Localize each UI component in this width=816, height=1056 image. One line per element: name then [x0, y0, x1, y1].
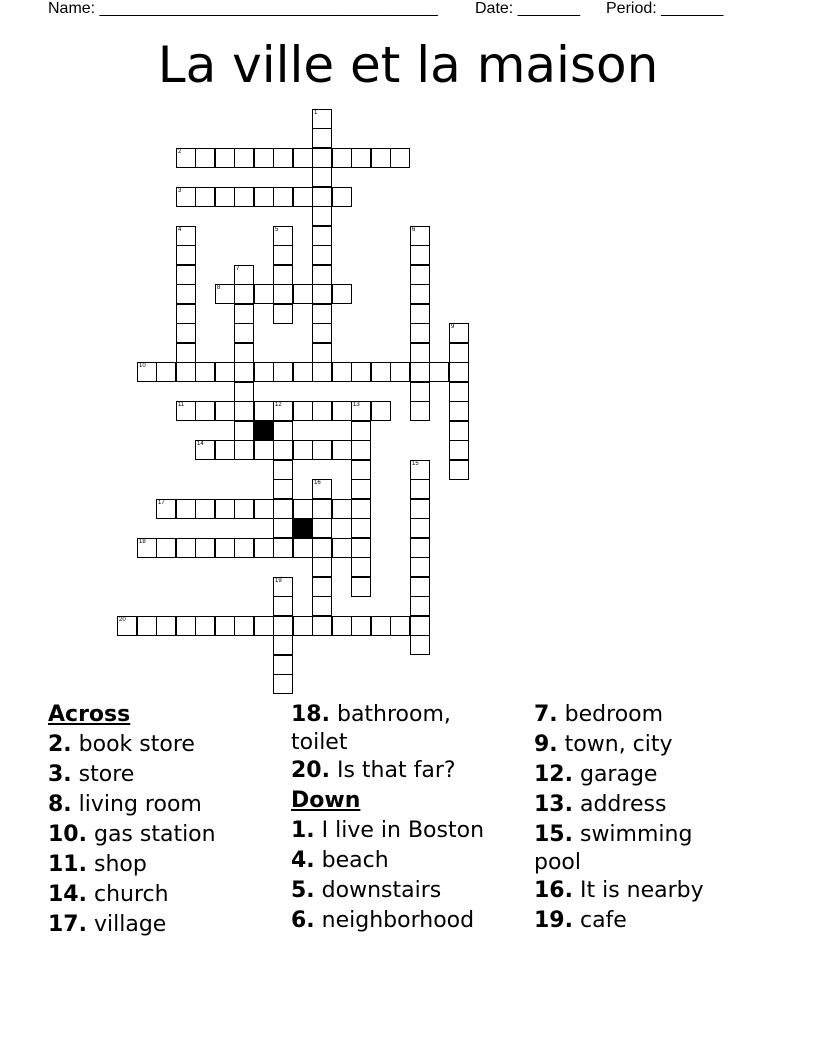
crossword-cell[interactable]: [273, 245, 293, 265]
clue-number: 20.: [291, 758, 330, 783]
clue-number: 19.: [534, 908, 573, 933]
crossword-cell[interactable]: [254, 499, 274, 519]
crossword-cell[interactable]: [215, 284, 235, 304]
middle-clues-column: [291, 700, 484, 936]
crossword-cell[interactable]: [234, 421, 254, 441]
crossword-cell[interactable]: [410, 460, 430, 480]
crossword-cell[interactable]: [195, 616, 215, 636]
clue-number: 6.: [291, 908, 315, 933]
across-heading: Across: [48, 702, 131, 727]
crossword-cell[interactable]: [312, 479, 332, 499]
clue-number: 10.: [48, 822, 87, 847]
crossword-cell[interactable]: [351, 557, 371, 577]
crossword-cell[interactable]: [371, 616, 391, 636]
crossword-cell[interactable]: [215, 538, 235, 558]
crossword-cell[interactable]: [273, 401, 293, 421]
crossword-cell[interactable]: [332, 362, 352, 382]
crossword-cell[interactable]: [176, 616, 196, 636]
clue-text: It is nearby: [572, 878, 704, 903]
crossword-cell[interactable]: [312, 128, 332, 148]
crossword-cell[interactable]: [215, 440, 235, 460]
crossword-cell[interactable]: [449, 343, 469, 363]
clue-item: [291, 846, 484, 876]
crossword-cell[interactable]: [254, 440, 274, 460]
crossword-cell[interactable]: [176, 401, 196, 421]
crossword-cell[interactable]: [273, 304, 293, 324]
cell-number: 5: [275, 227, 279, 233]
clue-item: [48, 880, 216, 910]
crossword-cell[interactable]: [410, 557, 430, 577]
clue-number: 15.: [534, 822, 573, 847]
clue-text: address: [572, 792, 667, 817]
cell-number: 8: [217, 285, 221, 291]
clue-number: 1.: [291, 818, 315, 843]
crossword-cell[interactable]: [234, 499, 254, 519]
crossword-cell[interactable]: [312, 557, 332, 577]
crossword-cell[interactable]: [195, 148, 215, 168]
clue-number: 16.: [534, 878, 573, 903]
crossword-cell[interactable]: [410, 304, 430, 324]
cell-number: 4: [178, 227, 182, 233]
clue-text: shop: [86, 852, 147, 877]
clue-text-continued: pool: [534, 850, 581, 875]
crossword-cell[interactable]: [312, 616, 332, 636]
crossword-cell[interactable]: [410, 479, 430, 499]
crossword-cell[interactable]: [449, 440, 469, 460]
clue-number: 8.: [48, 792, 72, 817]
crossword-cell[interactable]: [215, 499, 235, 519]
crossword-cell[interactable]: [351, 577, 371, 597]
crossword-cell[interactable]: [449, 460, 469, 480]
clue-item: [48, 910, 216, 940]
down-clue-list: [291, 816, 484, 936]
cell-number: 11: [178, 402, 185, 408]
crossword-cell[interactable]: [449, 401, 469, 421]
crossword-cell[interactable]: [410, 362, 430, 382]
crossword-cell[interactable]: [117, 616, 137, 636]
crossword-cell[interactable]: [410, 499, 430, 519]
clue-number: 13.: [534, 792, 573, 817]
clue-18-across: [291, 700, 484, 756]
crossword-cell[interactable]: [273, 479, 293, 499]
clue-text: beach: [314, 848, 389, 873]
crossword-cell[interactable]: [312, 499, 332, 519]
crossword-cell[interactable]: [351, 479, 371, 499]
crossword-cell[interactable]: [293, 362, 313, 382]
clue-text: town, city: [557, 732, 673, 757]
crossword-cell[interactable]: [234, 538, 254, 558]
crossword-cell[interactable]: [449, 382, 469, 402]
crossword-cell[interactable]: [351, 421, 371, 441]
clue-number: 12.: [534, 762, 573, 787]
clue-text: bathroom,: [329, 702, 451, 727]
crossword-cell[interactable]: [312, 323, 332, 343]
clue-text: store: [71, 762, 135, 787]
crossword-cell[interactable]: [410, 343, 430, 363]
across-clues-column: [48, 700, 216, 940]
cell-number: 9: [451, 324, 455, 330]
crossword-cell[interactable]: [273, 284, 293, 304]
crossword-cell[interactable]: [273, 499, 293, 519]
crossword-cell[interactable]: [332, 538, 352, 558]
crossword-cell[interactable]: [390, 148, 410, 168]
crossword-cell[interactable]: [234, 284, 254, 304]
crossword-cell[interactable]: [410, 518, 430, 538]
crossword-cell[interactable]: [390, 362, 410, 382]
crossword-cell[interactable]: [449, 323, 469, 343]
crossword-cell[interactable]: [137, 538, 157, 558]
crossword-cell[interactable]: [273, 440, 293, 460]
crossword-cell[interactable]: [351, 440, 371, 460]
crossword-cell[interactable]: [332, 499, 352, 519]
crossword-cell[interactable]: [410, 401, 430, 421]
crossword-cell[interactable]: [176, 187, 196, 207]
crossword-cell[interactable]: [195, 538, 215, 558]
crossword-cell[interactable]: [293, 187, 313, 207]
crossword-cell[interactable]: [351, 401, 371, 421]
crossword-cell[interactable]: [176, 499, 196, 519]
clue-item: [48, 820, 216, 850]
crossword-cell[interactable]: [254, 187, 274, 207]
crossword-cell[interactable]: [410, 596, 430, 616]
crossword-cell[interactable]: [410, 635, 430, 655]
crossword-cell[interactable]: [137, 362, 157, 382]
clue-number: 11.: [48, 852, 87, 877]
clue-item: [48, 850, 216, 880]
crossword-cell[interactable]: [234, 323, 254, 343]
period-field-label: Period: _______: [606, 0, 724, 17]
cell-number: 10: [139, 363, 146, 369]
right-clues-column: [534, 700, 704, 936]
crossword-cell[interactable]: [234, 382, 254, 402]
crossword-cell[interactable]: [273, 596, 293, 616]
clue-number: 14.: [48, 882, 87, 907]
crossword-cell[interactable]: [312, 206, 332, 226]
clue-20-across: [291, 756, 484, 786]
cell-number: 13: [353, 402, 360, 408]
crossword-cell[interactable]: [371, 401, 391, 421]
clue-item: [291, 876, 484, 906]
crossword-cell[interactable]: [332, 148, 352, 168]
clue-item: [48, 790, 216, 820]
crossword-cell[interactable]: [273, 226, 293, 246]
crossword-cell[interactable]: [254, 362, 274, 382]
crossword-cell[interactable]: [195, 362, 215, 382]
crossword-cell[interactable]: [312, 304, 332, 324]
crossword-cell[interactable]: [410, 245, 430, 265]
crossword-cell[interactable]: [176, 343, 196, 363]
crossword-cell[interactable]: [351, 148, 371, 168]
crossword-cell[interactable]: [312, 284, 332, 304]
black-square: [254, 421, 274, 441]
clue-text: downstairs: [314, 878, 442, 903]
crossword-cell[interactable]: [410, 382, 430, 402]
crossword-cell[interactable]: [351, 499, 371, 519]
crossword-cell[interactable]: [234, 265, 254, 285]
clue-text: swimming: [572, 822, 693, 847]
crossword-cell[interactable]: [234, 187, 254, 207]
crossword-cell[interactable]: [176, 265, 196, 285]
crossword-cell[interactable]: [215, 148, 235, 168]
crossword-cell[interactable]: [351, 518, 371, 538]
clue-text: village: [86, 912, 167, 937]
crossword-cell[interactable]: [273, 518, 293, 538]
crossword-cell[interactable]: [351, 538, 371, 558]
crossword-cell[interactable]: [449, 362, 469, 382]
crossword-cell[interactable]: [293, 538, 313, 558]
clue-item: [534, 876, 704, 906]
crossword-cell[interactable]: [195, 401, 215, 421]
crossword-cell[interactable]: [215, 362, 235, 382]
crossword-cell[interactable]: [312, 401, 332, 421]
cell-number: 18: [139, 539, 146, 545]
crossword-cell[interactable]: [332, 284, 352, 304]
crossword-cell[interactable]: [176, 538, 196, 558]
crossword-cell[interactable]: [273, 538, 293, 558]
cell-number: 17: [158, 500, 165, 506]
crossword-cell[interactable]: [234, 401, 254, 421]
crossword-cell[interactable]: [273, 148, 293, 168]
crossword-cell[interactable]: [176, 284, 196, 304]
crossword-cell[interactable]: [293, 440, 313, 460]
crossword-cell[interactable]: [371, 362, 391, 382]
clue-number: 9.: [534, 732, 558, 757]
name-field-label: Name: ______________________________________: [48, 0, 438, 17]
clue-text: I live in Boston: [314, 818, 485, 843]
crossword-cell[interactable]: [351, 460, 371, 480]
clue-number: 18.: [291, 702, 330, 727]
cell-number: 7: [236, 266, 240, 272]
crossword-cell[interactable]: [273, 265, 293, 285]
down-clue-list-end: [534, 876, 704, 936]
crossword-cell[interactable]: [449, 421, 469, 441]
clue-number: 17.: [48, 912, 87, 937]
crossword-cell[interactable]: [312, 148, 332, 168]
clue-text: bedroom: [557, 702, 664, 727]
crossword-cell[interactable]: [312, 362, 332, 382]
crossword-cell[interactable]: [234, 343, 254, 363]
clue-text-continued: toilet: [291, 730, 348, 755]
crossword-cell[interactable]: [195, 440, 215, 460]
clue-item: [48, 760, 216, 790]
crossword-cell[interactable]: [273, 577, 293, 597]
crossword-cell[interactable]: [410, 284, 430, 304]
clue-text: Is that far?: [329, 758, 456, 783]
clue-number: 4.: [291, 848, 315, 873]
crossword-cell[interactable]: [332, 616, 352, 636]
clue-number: 5.: [291, 878, 315, 903]
crossword-cell[interactable]: [410, 538, 430, 558]
crossword-cell[interactable]: [156, 616, 176, 636]
crossword-cell[interactable]: [156, 499, 176, 519]
crossword-cell[interactable]: [254, 284, 274, 304]
crossword-cell[interactable]: [312, 596, 332, 616]
crossword-cell[interactable]: [273, 362, 293, 382]
crossword-cell[interactable]: [312, 226, 332, 246]
crossword-cell[interactable]: [312, 577, 332, 597]
clue-item: [534, 700, 704, 730]
cell-number: 12: [275, 402, 282, 408]
clue-number: 2.: [48, 732, 72, 757]
crossword-cell[interactable]: [273, 635, 293, 655]
crossword-cell[interactable]: [215, 187, 235, 207]
crossword-cell[interactable]: [273, 655, 293, 675]
crossword-cell[interactable]: [234, 362, 254, 382]
crossword-cell[interactable]: [410, 577, 430, 597]
clue-item: [534, 730, 704, 760]
crossword-cell[interactable]: [410, 616, 430, 636]
crossword-cell[interactable]: [293, 499, 313, 519]
clue-text: neighborhood: [314, 908, 475, 933]
down-clue-list-continued: [534, 700, 704, 820]
crossword-cell[interactable]: [332, 401, 352, 421]
crossword-cell[interactable]: [195, 187, 215, 207]
crossword-cell[interactable]: [176, 323, 196, 343]
clue-item: [534, 760, 704, 790]
crossword-cell[interactable]: [176, 304, 196, 324]
clue-15-down: [534, 820, 704, 876]
clue-item: [291, 816, 484, 846]
crossword-cell[interactable]: [254, 148, 274, 168]
crossword-cell[interactable]: [215, 616, 235, 636]
cell-number: 20: [119, 617, 126, 623]
crossword-cell[interactable]: [293, 148, 313, 168]
cell-number: 15: [412, 461, 419, 467]
clue-text: garage: [572, 762, 658, 787]
crossword-cell[interactable]: [312, 440, 332, 460]
crossword-cell[interactable]: [410, 226, 430, 246]
crossword-cell[interactable]: [137, 616, 157, 636]
clue-text: gas station: [86, 822, 216, 847]
clue-item: [534, 906, 704, 936]
clue-item: [534, 790, 704, 820]
page-title: La ville et la maison: [157, 36, 659, 94]
crossword-cell[interactable]: [429, 362, 449, 382]
crossword-cell[interactable]: [312, 167, 332, 187]
crossword-cell[interactable]: [273, 616, 293, 636]
crossword-cell[interactable]: [390, 616, 410, 636]
crossword-cell[interactable]: [293, 616, 313, 636]
crossword-cell[interactable]: [312, 538, 332, 558]
clue-item: [48, 730, 216, 760]
crossword-cell[interactable]: [293, 284, 313, 304]
crossword-cell[interactable]: [312, 265, 332, 285]
crossword-cell[interactable]: [176, 148, 196, 168]
clue-text: living room: [71, 792, 202, 817]
cell-number: 14: [197, 441, 204, 447]
crossword-cell[interactable]: [273, 187, 293, 207]
across-clue-list: [48, 730, 216, 940]
cell-number: 16: [314, 480, 321, 486]
crossword-cell[interactable]: [254, 401, 274, 421]
crossword-cell[interactable]: [410, 323, 430, 343]
cell-number: 19: [275, 578, 282, 584]
crossword-cell[interactable]: [273, 674, 293, 694]
crossword-cell[interactable]: [312, 109, 332, 129]
crossword-cell[interactable]: [293, 401, 313, 421]
clue-text: church: [86, 882, 169, 907]
black-square: [293, 518, 313, 538]
crossword-cell[interactable]: [176, 226, 196, 246]
crossword-cell[interactable]: [332, 187, 352, 207]
crossword-cell[interactable]: [351, 362, 371, 382]
crossword-cell[interactable]: [156, 362, 176, 382]
cell-number: 2: [178, 149, 182, 155]
crossword-cell[interactable]: [234, 148, 254, 168]
crossword-cell[interactable]: [176, 362, 196, 382]
crossword-cell[interactable]: [254, 616, 274, 636]
clue-text: book store: [71, 732, 195, 757]
cell-number: 3: [178, 188, 182, 194]
crossword-cell[interactable]: [351, 616, 371, 636]
clue-item: [291, 906, 484, 936]
clue-text: cafe: [572, 908, 627, 933]
cell-number: 1: [314, 110, 318, 116]
crossword-cell[interactable]: [234, 616, 254, 636]
crossword-cell[interactable]: [156, 538, 176, 558]
crossword-cell[interactable]: [312, 245, 332, 265]
crossword-cell[interactable]: [254, 538, 274, 558]
crossword-cell[interactable]: [371, 148, 391, 168]
date-field-label: Date: _______: [475, 0, 580, 17]
crossword-cell[interactable]: [312, 187, 332, 207]
clue-number: 7.: [534, 702, 558, 727]
crossword-cell[interactable]: [176, 245, 196, 265]
cell-number: 6: [412, 227, 416, 233]
clue-number: 3.: [48, 762, 72, 787]
crossword-cell[interactable]: [234, 440, 254, 460]
crossword-cell[interactable]: [273, 460, 293, 480]
down-heading: Down: [291, 788, 361, 813]
crossword-cell[interactable]: [312, 518, 332, 538]
crossword-cell[interactable]: [215, 401, 235, 421]
crossword-cell[interactable]: [332, 440, 352, 460]
crossword-cell[interactable]: [312, 343, 332, 363]
crossword-cell[interactable]: [234, 304, 254, 324]
crossword-cell[interactable]: [273, 421, 293, 441]
crossword-cell[interactable]: [410, 265, 430, 285]
crossword-cell[interactable]: [195, 499, 215, 519]
